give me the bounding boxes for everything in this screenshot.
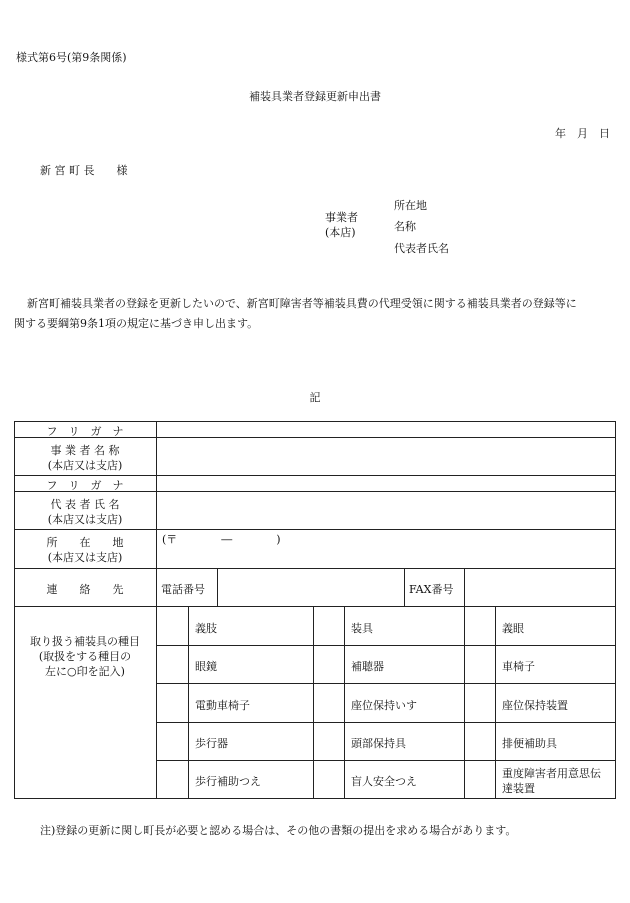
- item-label: 歩行補助つえ: [195, 775, 261, 788]
- item-label: 排便補助具: [502, 737, 557, 750]
- form-number: 様式第6号(第9条関係): [16, 51, 127, 64]
- addressee: 新 宮 町 長 様: [40, 164, 128, 177]
- postal-code-field[interactable]: (〒 ― ): [162, 533, 281, 546]
- footnote: 注)登録の更新に関し町長が必要と認める場合は、その他の書類の提出を求める場合があります。: [40, 824, 517, 837]
- applicant-name-label: 名称: [394, 220, 416, 233]
- applicant-representative-label: 代表者氏名: [394, 242, 449, 255]
- item-label: 座位保持いす: [351, 699, 417, 712]
- item-label: 盲人安全つえ: [351, 775, 417, 788]
- body-text-line2: 関する要綱第9条1項の規定に基づき申し出ます。: [14, 317, 259, 330]
- business-name-label: 事 業 者 名 称 (本店又は支店): [47, 444, 123, 472]
- body-text-line1: 新宮町補装具業者の登録を更新したいので、新宮町障害者等補装具費の代理受領に関する補装具業者の登録等に: [27, 297, 577, 310]
- device-types-label: 取り扱う補装具の種目 (取扱をする種目の 左に○印を記入): [30, 635, 140, 678]
- item-label: 座位保持装置: [502, 699, 568, 712]
- item-label: 義眼: [502, 622, 524, 635]
- item-label: 車椅子: [502, 660, 535, 673]
- representative-name-label: 代 表 者 氏 名 (本店又は支店): [47, 498, 123, 526]
- furigana-label-2: フ リ ガ ナ: [46, 479, 124, 492]
- fax-label: FAX番号: [409, 583, 454, 596]
- item-label: 眼鏡: [195, 660, 217, 673]
- item-label: 補聴器: [351, 660, 384, 673]
- item-label: 装具: [351, 622, 373, 635]
- item-label: 電動車椅子: [195, 699, 250, 712]
- phone-label: 電話番号: [161, 583, 205, 596]
- item-label: 重度障害者用意思伝 達装置: [502, 767, 601, 795]
- ki-heading: 記: [309, 391, 321, 404]
- form-title: 補装具業者登録更新申出書: [249, 90, 381, 103]
- item-label: 歩行器: [195, 737, 228, 750]
- item-label: 義肢: [195, 622, 217, 635]
- applicant-label: 事業者 (本店): [325, 211, 358, 239]
- contact-label: 連 絡 先: [46, 583, 124, 596]
- location-label: 所 在 地 (本店又は支店): [46, 536, 124, 564]
- applicant-address-label: 所在地: [394, 199, 427, 212]
- item-label: 頭部保持具: [351, 737, 406, 750]
- furigana-label-1: フ リ ガ ナ: [46, 425, 124, 438]
- date-line: 年 月 日: [555, 127, 610, 140]
